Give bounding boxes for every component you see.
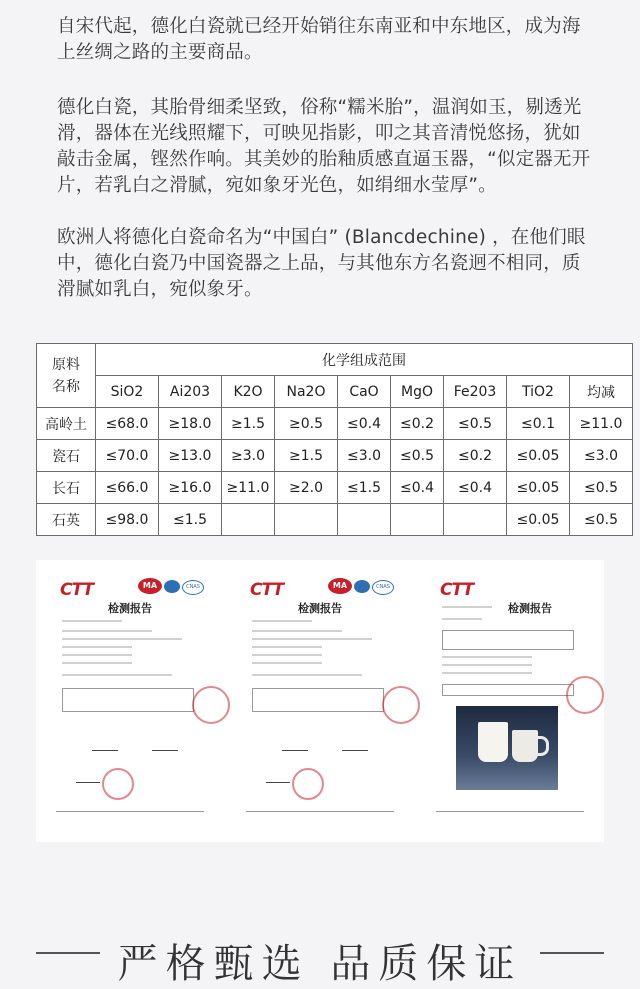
column-header: K2O bbox=[222, 376, 275, 408]
table-cell: ≥18.0 bbox=[159, 408, 222, 440]
report-title: 检测报告 bbox=[298, 602, 342, 615]
text-line bbox=[62, 646, 132, 648]
table-cell: ≥13.0 bbox=[159, 440, 222, 472]
text-line bbox=[442, 606, 492, 608]
slogan-banner bbox=[0, 924, 640, 987]
table-cell: ≤0.05 bbox=[507, 472, 570, 504]
table-row bbox=[37, 504, 633, 536]
table-cell: ≥1.5 bbox=[275, 440, 338, 472]
table-cell bbox=[222, 504, 275, 536]
table-cell: ≤0.4 bbox=[391, 472, 444, 504]
red-seal-icon bbox=[292, 768, 324, 800]
text-line bbox=[252, 638, 372, 640]
table-cell: ≤3.0 bbox=[570, 440, 633, 472]
table-cell: ≤68.0 bbox=[96, 408, 159, 440]
result-table bbox=[442, 630, 574, 650]
mug-handle bbox=[536, 736, 549, 756]
test-reports-panel bbox=[36, 560, 604, 842]
table-cell: ≤1.5 bbox=[338, 472, 391, 504]
report-title: 检测报告 bbox=[508, 602, 552, 615]
result-table bbox=[62, 688, 194, 712]
corner-header bbox=[37, 344, 96, 408]
text-line bbox=[62, 630, 152, 632]
red-seal-icon bbox=[382, 686, 420, 724]
text-line bbox=[252, 674, 362, 676]
red-seal-icon bbox=[102, 768, 134, 800]
europe-paragraph: 欧洲人将德化白瓷命名为“中国白” (Blancdechine) ，在他们眼中，德化白瓷乃中国瓷器之上品，与其他东方名瓷迥不相同，质滑腻如乳白，宛似象牙。 bbox=[57, 227, 586, 300]
table-cell: ≥11.0 bbox=[222, 472, 275, 504]
report-title: 检测报告 bbox=[108, 602, 152, 615]
report-footer bbox=[246, 811, 394, 822]
porcelain-mug-image bbox=[512, 730, 538, 762]
ilac-badge-icon bbox=[354, 580, 370, 593]
table-cell: ≤0.5 bbox=[444, 408, 507, 440]
text-line bbox=[442, 656, 532, 658]
column-header: SiO2 bbox=[96, 376, 159, 408]
text-line bbox=[62, 620, 122, 622]
corner-header-line1: 原料 bbox=[52, 356, 80, 373]
table-cell: ≤70.0 bbox=[96, 440, 159, 472]
text-line bbox=[62, 662, 132, 664]
quality-paragraph: 德化白瓷，其胎骨细柔坚致，俗称“糯米胎”，温润如玉，剔透光滑，器体在光线照耀下，可映见指影，叩之其音清悦悠扬，犹如敲击金属，铿然作响。其美妙的胎釉质感直逼玉器，“似定器无开片，若乳白之滑腻，宛如象牙光色，如绢细水莹厚”。 bbox=[57, 97, 591, 196]
text-line bbox=[442, 664, 532, 666]
table-row bbox=[37, 472, 633, 504]
ctt-logo: CTT bbox=[60, 580, 94, 600]
text-line bbox=[252, 630, 342, 632]
cnas-badge-icon: CNAS bbox=[182, 580, 204, 595]
table-cell: ≤0.4 bbox=[444, 472, 507, 504]
test-report-2 bbox=[232, 568, 408, 834]
text-line bbox=[442, 618, 482, 620]
signature bbox=[76, 776, 100, 783]
test-report-1 bbox=[42, 568, 218, 834]
table-cell: ≤0.1 bbox=[507, 408, 570, 440]
table-cell bbox=[275, 504, 338, 536]
table-cell: ≤0.2 bbox=[444, 440, 507, 472]
column-header: 均减 bbox=[570, 376, 633, 408]
signature bbox=[266, 776, 290, 783]
ctt-logo: CTT bbox=[250, 580, 284, 600]
table-cell bbox=[338, 504, 391, 536]
table-cell: ≤0.5 bbox=[570, 472, 633, 504]
report-footer bbox=[436, 811, 584, 822]
table-cell: ≤0.05 bbox=[507, 504, 570, 536]
text-line bbox=[62, 654, 132, 656]
material-name: 高岭土 bbox=[37, 408, 96, 440]
table-cell: ≤98.0 bbox=[96, 504, 159, 536]
table-row bbox=[37, 408, 633, 440]
table-body bbox=[37, 408, 633, 536]
table-cell: ≤1.5 bbox=[159, 504, 222, 536]
test-report-3 bbox=[422, 568, 598, 834]
ilac-badge-icon bbox=[164, 580, 180, 593]
material-name: 长石 bbox=[37, 472, 96, 504]
column-header: MgO bbox=[391, 376, 444, 408]
table-cell: ≤0.5 bbox=[570, 504, 633, 536]
table-cell: ≥0.5 bbox=[275, 408, 338, 440]
text-line bbox=[252, 620, 312, 622]
result-table bbox=[252, 688, 384, 712]
signature bbox=[282, 744, 308, 751]
table-row bbox=[37, 440, 633, 472]
table-cell: ≥1.5 bbox=[222, 408, 275, 440]
signature bbox=[342, 744, 368, 751]
table-cell: ≥2.0 bbox=[275, 472, 338, 504]
red-seal-icon bbox=[566, 676, 604, 714]
report-footer bbox=[56, 811, 204, 822]
ctt-logo: CTT bbox=[440, 580, 474, 600]
table-cell: ≤66.0 bbox=[96, 472, 159, 504]
table-cell: ≥16.0 bbox=[159, 472, 222, 504]
table-cell: ≤0.5 bbox=[391, 440, 444, 472]
corner-header-line2: 名称 bbox=[52, 378, 80, 395]
column-header: CaO bbox=[338, 376, 391, 408]
column-header: Na2O bbox=[275, 376, 338, 408]
signature bbox=[152, 744, 178, 751]
cnas-badge-icon: CNAS bbox=[372, 580, 394, 595]
table-cell: ≤0.05 bbox=[507, 440, 570, 472]
intro-paragraph: 自宋代起，德化白瓷就已经开始销往东南亚和中东地区，成为海上丝绸之路的主要商品。 bbox=[57, 16, 581, 63]
text-line bbox=[442, 672, 532, 674]
signature bbox=[92, 744, 118, 751]
text-line bbox=[252, 662, 322, 664]
column-header: TiO2 bbox=[507, 376, 570, 408]
text-line bbox=[62, 638, 182, 640]
sample-photo bbox=[456, 706, 558, 790]
table-cell: ≥3.0 bbox=[222, 440, 275, 472]
table-cell bbox=[444, 504, 507, 536]
table-cell bbox=[391, 504, 444, 536]
table-cell: ≥11.0 bbox=[570, 408, 633, 440]
column-header-row bbox=[37, 376, 633, 408]
chemical-composition-table bbox=[36, 343, 633, 536]
column-header: Ai203 bbox=[159, 376, 222, 408]
text-line bbox=[62, 674, 172, 676]
text-line bbox=[252, 646, 322, 648]
material-name: 瓷石 bbox=[37, 440, 96, 472]
red-seal-icon bbox=[192, 686, 230, 724]
ma-badge-icon: MA bbox=[328, 578, 352, 594]
slogan-text: 严格甄选 品质保证 bbox=[117, 941, 523, 987]
material-name: 石英 bbox=[37, 504, 96, 536]
table-cell: ≤0.4 bbox=[338, 408, 391, 440]
result-table bbox=[442, 684, 574, 696]
porcelain-cup-image bbox=[478, 722, 508, 762]
table-cell: ≤0.2 bbox=[391, 408, 444, 440]
column-header: Fe203 bbox=[444, 376, 507, 408]
ma-badge-icon: MA bbox=[138, 578, 162, 594]
text-line bbox=[252, 654, 322, 656]
table-cell: ≤3.0 bbox=[338, 440, 391, 472]
slogan-right-rule bbox=[540, 952, 604, 954]
group-header: 化学组成范围 bbox=[96, 344, 633, 376]
